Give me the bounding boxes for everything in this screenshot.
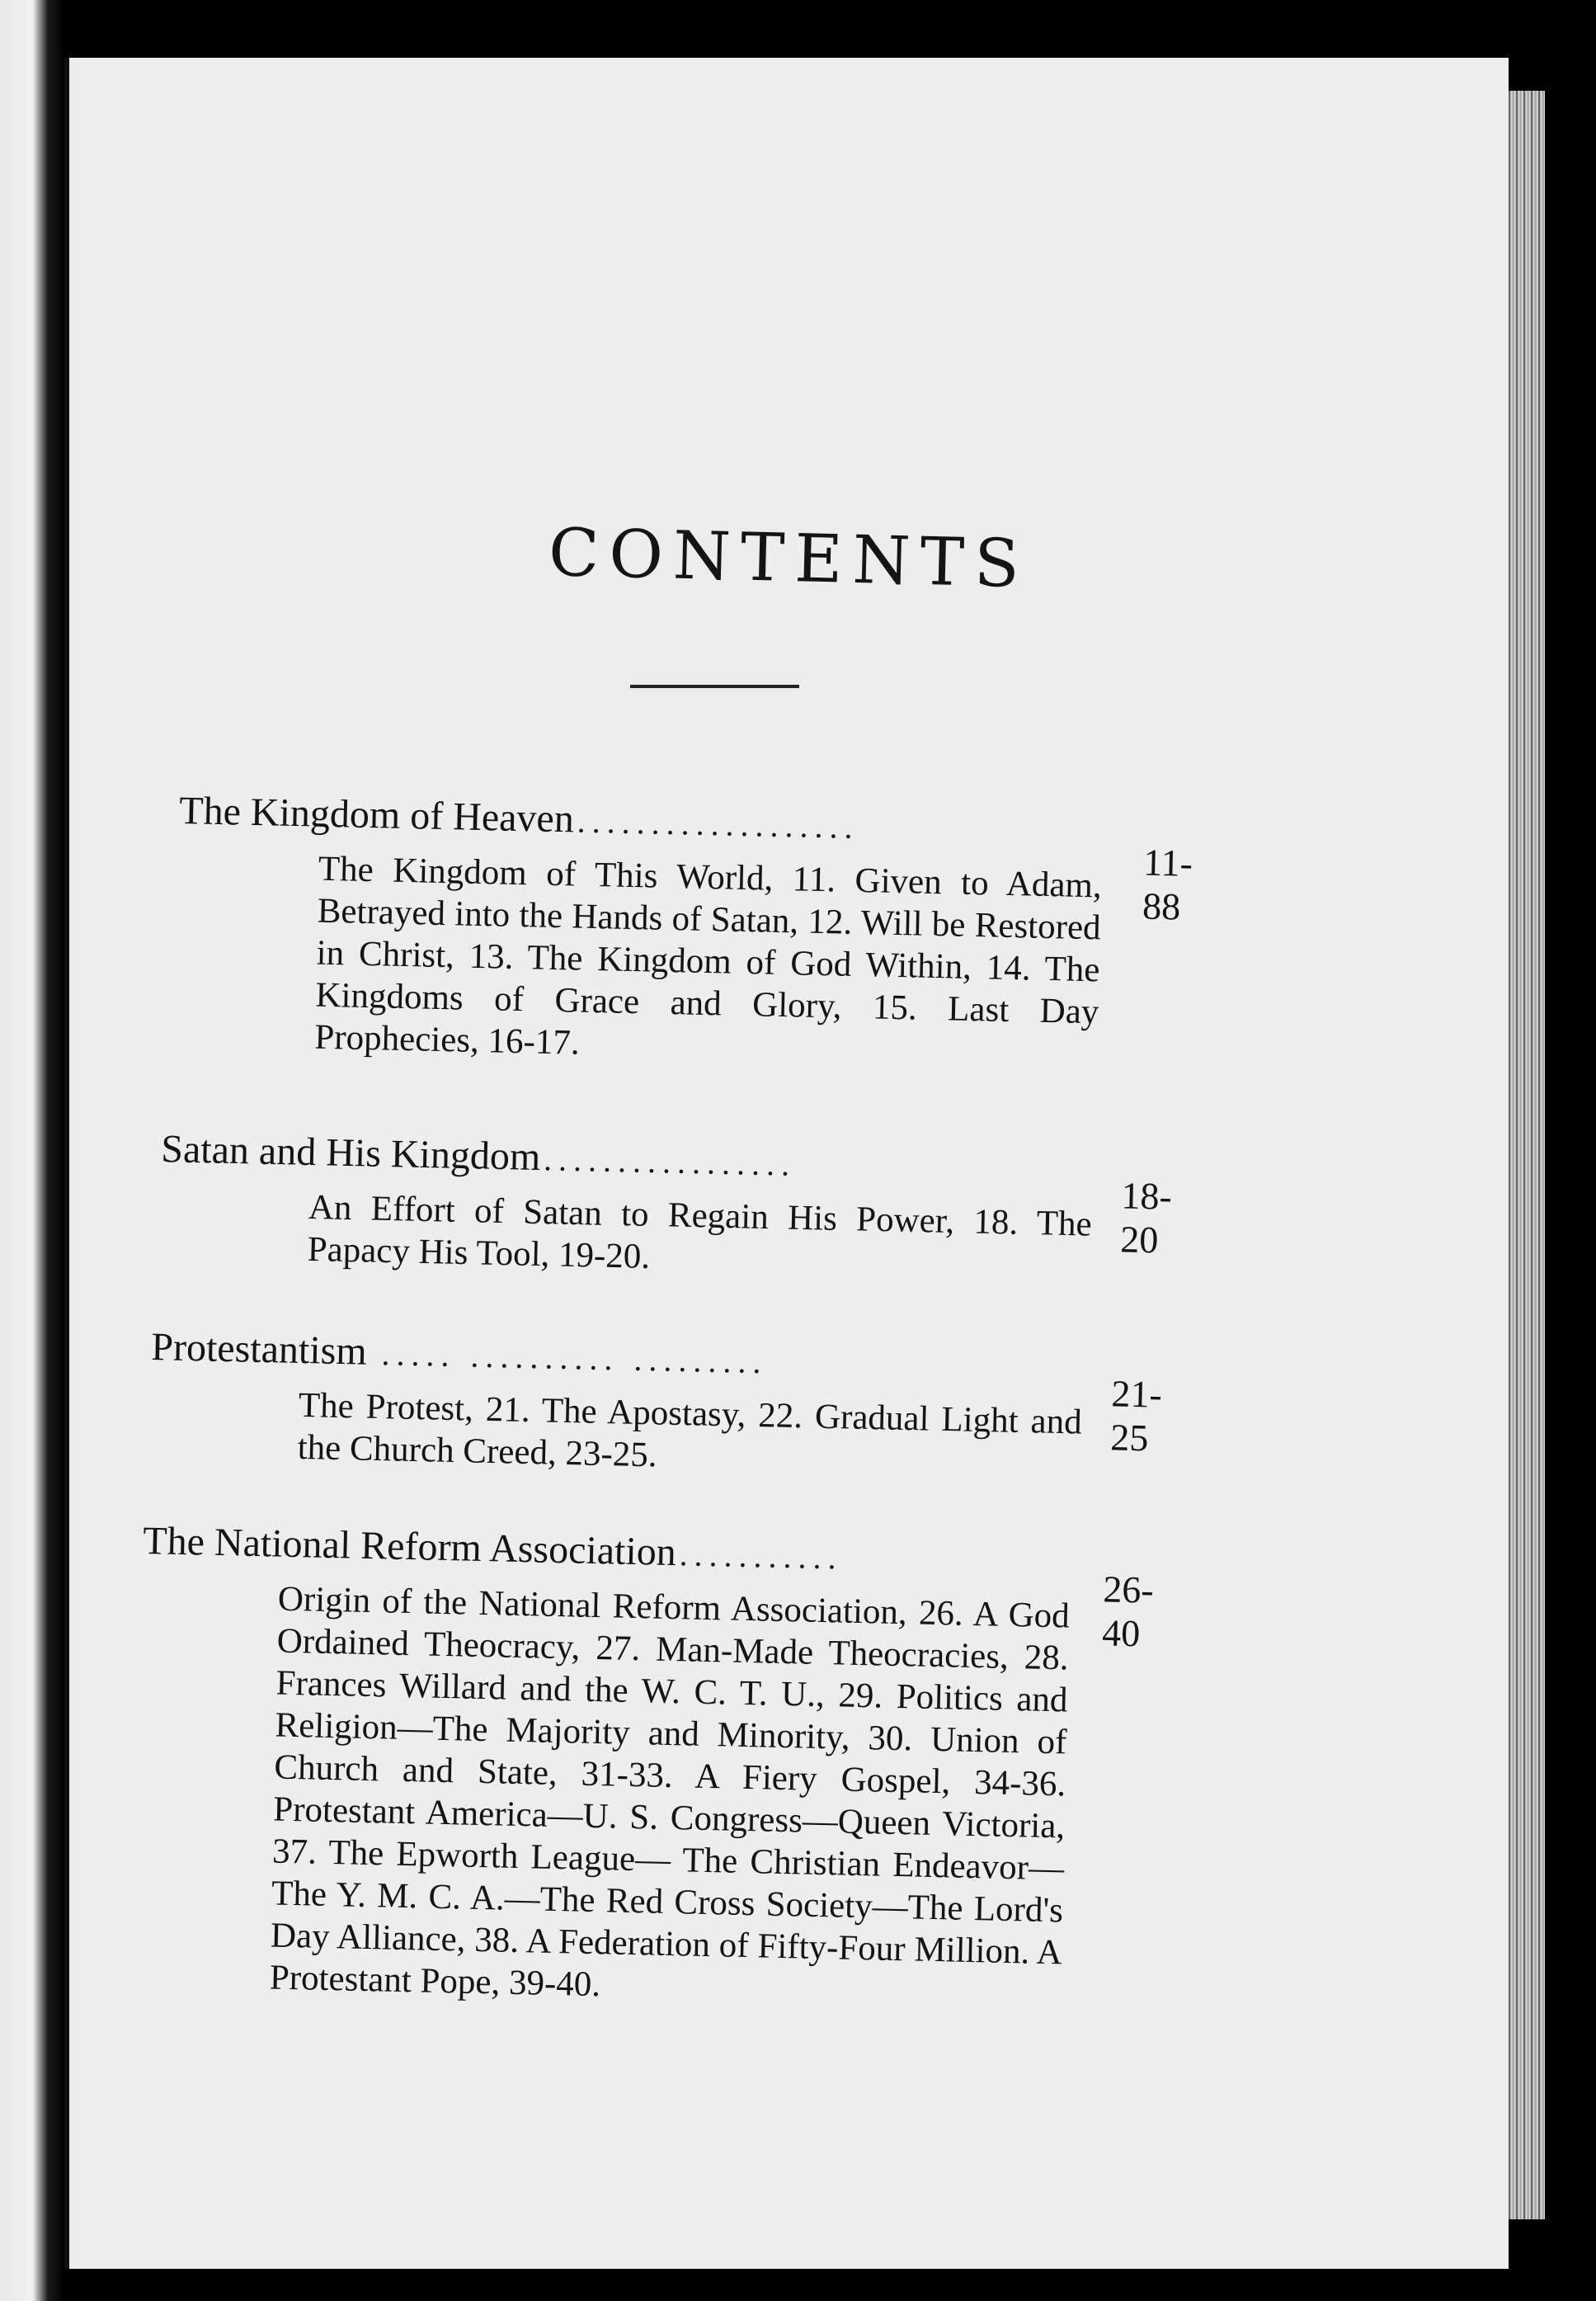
- entry-title: Satan and His Kingdom: [160, 1126, 541, 1180]
- entry-pages: 11-88: [1142, 841, 1193, 928]
- entry-description: The Kingdom of This World, 11. Given to Adam, Betrayed into the Hands of Satan, 12. Will be Restored in Christ, 13. The Kingdom of God Within, 14. The Kingdoms of Grace and Glory, 15. Last Day Prophecies, 16-17.: [313, 849, 1103, 1063]
- contents-heading: CONTENTS: [548, 513, 1030, 603]
- dot-leader: .................: [543, 1140, 797, 1183]
- entry-pages: 18-20: [1119, 1174, 1173, 1261]
- facing-page-edge: [0, 0, 64, 2301]
- entry-title: The Kingdom of Heaven: [178, 788, 575, 842]
- toc-entry-kingdom-of-heaven: [174, 788, 1193, 1076]
- entry-title: Protestantism: [150, 1324, 368, 1374]
- book-page: [64, 58, 1509, 2269]
- entry-description: Origin of the National Reform Association, 26. A God Ordained Theocracy, 27. Man-Made Theocracies, 28. Frances Willard and the W. C. T. U., 29. Politics and Religion—The Majority and Minority, 30. Union of Church and State, 31-33. A Fiery Gospel, 34-36. Protestant America—U. S. Congress—Queen Victoria, 37. The Epworth League— The Christian Endeavor—The Y. M. C. A.—The Red Cross Society—The Lord's Day Alliance, 38. A Federation of Fifty-Four Million. A Protestant Pope, 39-40.: [269, 1579, 1071, 2005]
- dot-leader: ..... .......... .........: [381, 1335, 768, 1381]
- entry-pages: 26-40: [1101, 1568, 1155, 1655]
- dot-leader: ...................: [577, 802, 860, 846]
- entry-title: The National Reform Association: [142, 1518, 677, 1575]
- toc-entry-satan-and-his-kingdom: [158, 1126, 1173, 1288]
- entry-pages: 21-25: [1109, 1372, 1163, 1459]
- entry-description: The Protest, 21. The Apostasy, 22. Gradual Light and the Church Creed, 23-25.: [297, 1385, 1083, 1475]
- toc-entry-protestantism: [148, 1324, 1163, 1486]
- table-of-contents: [69, 58, 1509, 2269]
- dot-leader: ...........: [679, 1535, 844, 1577]
- toc-entry-national-reform-association: [133, 1518, 1155, 2016]
- entry-description: An Effort of Satan to Regain His Power, 18. The Papacy His Tool, 19-20.: [307, 1187, 1093, 1276]
- book-fore-edge: [1504, 91, 1545, 2219]
